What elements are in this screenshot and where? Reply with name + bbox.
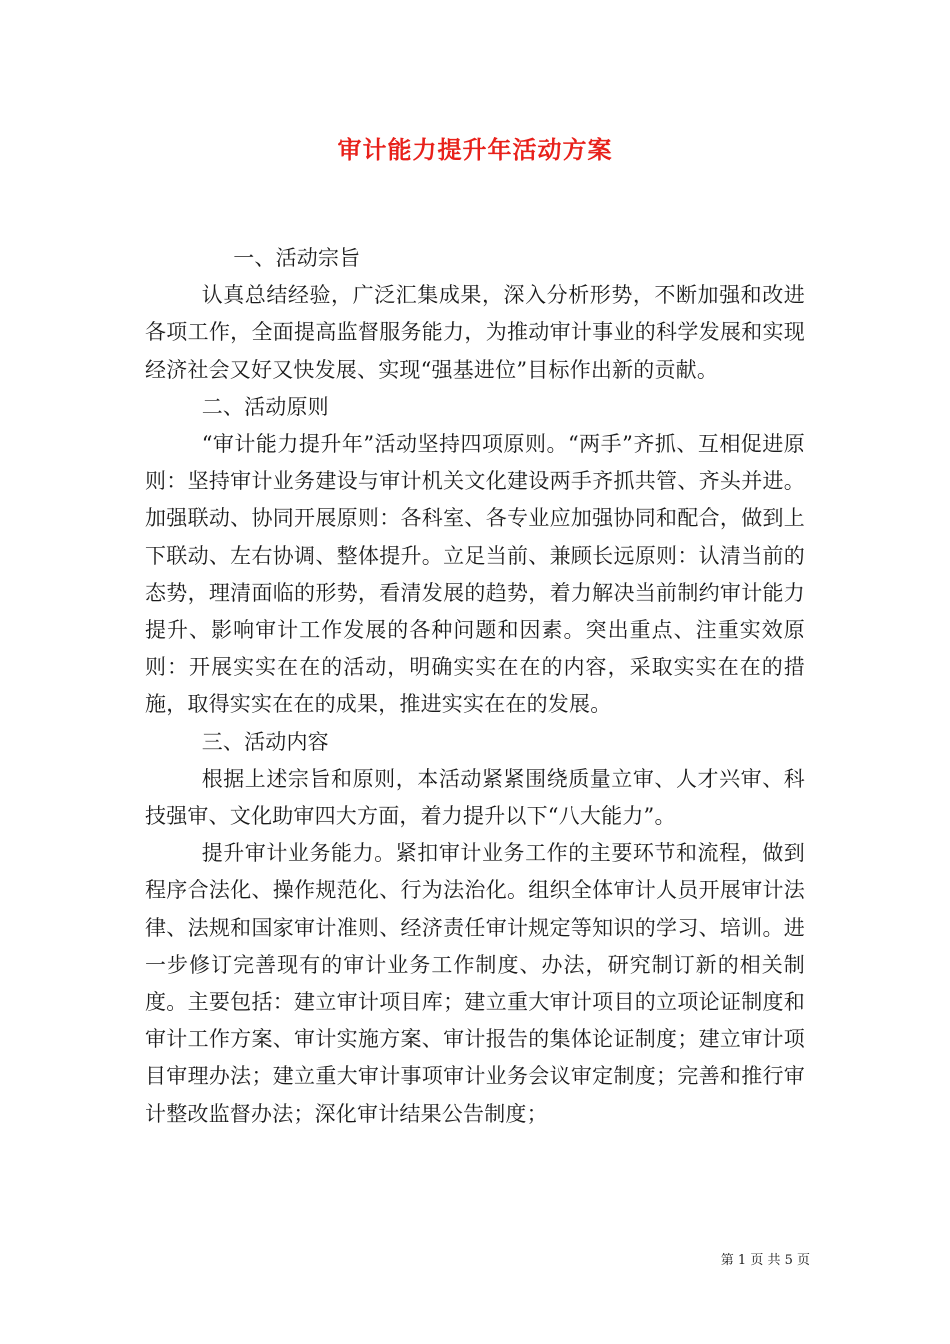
paragraph-purpose: 认真总结经验，广泛汇集成果，深入分析形势，不断加强和改进各项工作，全面提高监督服务能力，为推动审计事业的科学发展和实现经济社会又好又快发展、实现“强基进位”目标作出新的贡献。 [145,283,805,382]
page-number: 第 1 页 共 5 页 [720,1253,810,1268]
paragraph-principles: “审计能力提升年”活动坚持四项原则。“两手”齐抓、互相促进原则：坚持审计业务建设与审计机关文化建设两手齐抓共管、齐头并进。加强联动、协同开展原则：各科室、各专业应加强协同和配合，做到上下联动、左右协调、整体提升。立足当前、兼顾长远原则：认清当前的态势，理清面临的形势，看清发展的趋势，着力解决当前制约审计能力提升、影响审计工作发展的各种问题和因素。突出重点、注重实效原则：开展实实在在的活动，明确实实在在的内容，采取实实在在的措施，取得实实在在的成果，推进实实在在的发展。 [145,432,805,717]
paragraph-audit-capability: 提升审计业务能力。紧扣审计业务工作的主要环节和流程，做到程序合法化、操作规范化、行为法治化。组织全体审计人员开展审计法律、法规和国家审计准则、经济责任审计规定等知识的学习、培训。进一步修订完善现有的审计业务工作制度、办法，研究制订新的相关制度。主要包括：建立审计项目库；建立重大审计项目的立项论证制度和审计工作方案、审计实施方案、审计报告的集体论证制度；建立审计项目审理办法；建立重大审计事项审计业务会议审定制度；完善和推行审计整改监督办法；深化审计结果公告制度； [145,841,805,1126]
paragraph-content-intro: 根据上述宗旨和原则，本活动紧紧围绕质量立审、人才兴审、科技强审、文化助审四大方面，着力提升以下“八大能力”。 [145,766,805,829]
document-title: 审计能力提升年活动方案 [337,135,613,164]
section-heading-3: 三、活动内容 [201,729,329,754]
section-heading-1: 一、活动宗旨 [233,246,361,270]
section-heading-2: 二、活动原则 [201,394,329,419]
document-body [145,240,805,1133]
